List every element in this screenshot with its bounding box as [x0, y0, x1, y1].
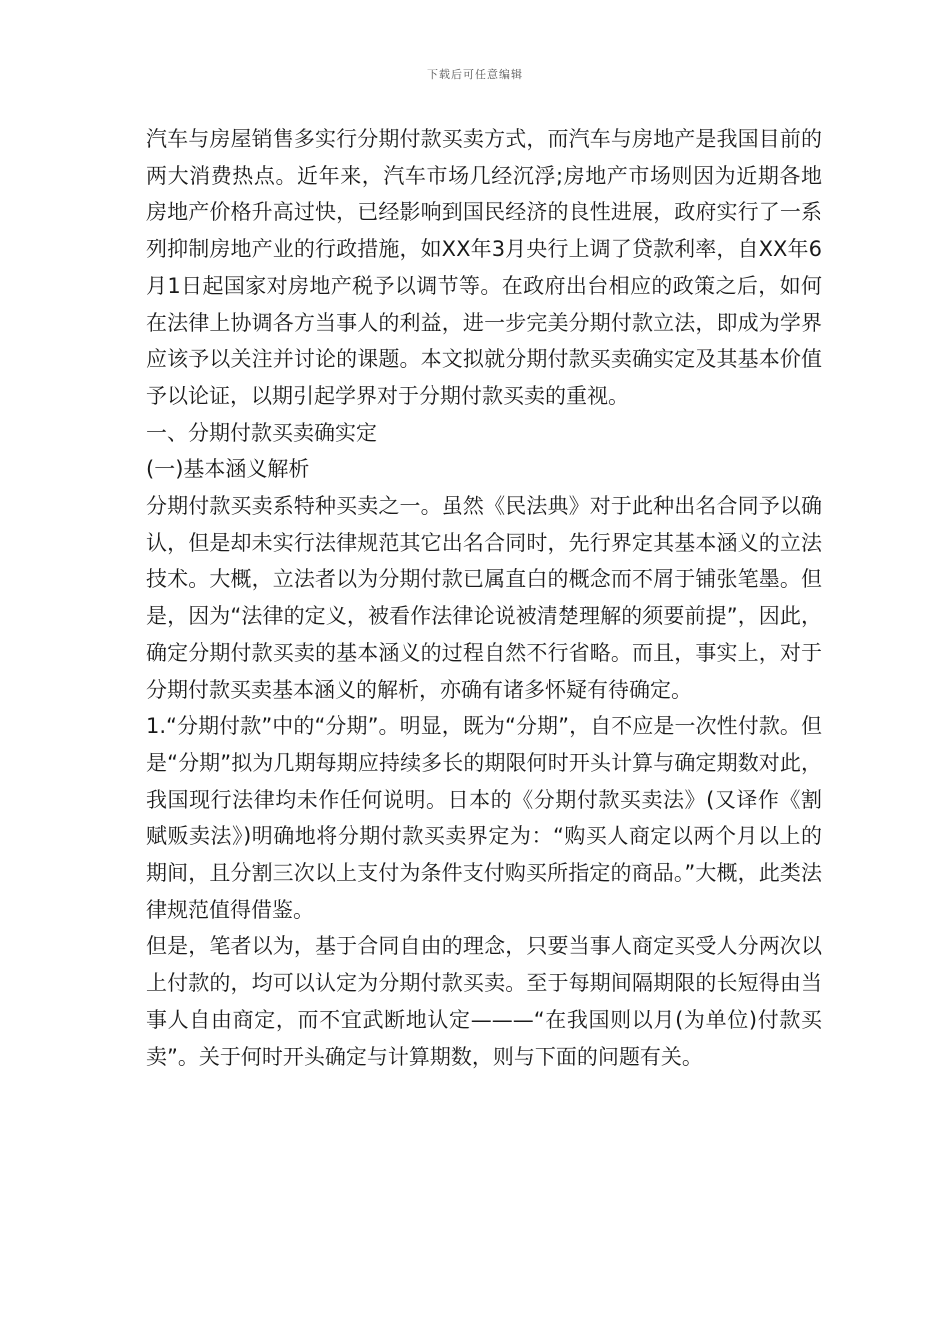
paragraph-intro: 汽车与房屋销售多实行分期付款买卖方式，而汽车与房地产是我国目前的两大消费热点。近年来，汽车市场几经沉浮;房地产市场则因为近期各地房地产价格升高过快，已经影响到国民经济的良性进展，政府实行了一系列抑制房地产业的行政措施，如XX年3月央行上调了贷款利率，自XX年6月1日起国家对房地产税予以调节等。在政府出台相应的政策之后，如何在法律上协调各方当事人的利益，进一步完美分期付款立法，即成为学界应该予以关注并讨论的课题。本文拟就分期付款买卖确实定及其基本价值予以论证，以期引起学界对于分期付款买卖的重视。: [146, 127, 822, 408]
subsection-heading: (一)基本涵义解析: [146, 457, 310, 482]
section-heading: 一、分期付款买卖确实定: [146, 420, 377, 445]
page-header: 下载后可任意编辑: [427, 68, 523, 81]
paragraph-definition: 分期付款买卖系特种买卖之一。虽然《民法典》对于此种出名合同予以确认，但是却未实行法律规范其它出名合同时，先行界定其基本涵义的立法技术。大概，立法者以为分期付款已属直白的概念而不屑于铺张笔墨。但是，因为“法律的定义，被看作法律论说被清楚理解的须要前提”，因此，确定分期付款买卖的基本涵义的过程自然不行省略。而且，事实上，对于分期付款买卖基本涵义的解析，亦确有诸多怀疑有待确定。: [146, 494, 822, 702]
paragraph-installment-periods: 1.“分期付款”中的“分期”。明显，既为“分期”，自不应是一次性付款。但是“分期”拟为几期每期应持续多长的期限何时开头计算与确定期数对此，我国现行法律均未作任何说明。日本的《分期付款买卖法》(又译作《割赋贩卖法》)明确地将分期付款买卖界定为：“购买人商定以两个月以上的期间，且分割三次以上支付为条件支付购买所指定的商品。”大概，此类法律规范值得借鉴。: [146, 714, 822, 922]
paragraph-author-view: 但是，笔者以为，基于合同自由的理念，只要当事人商定买受人分两次以上付款的，均可以认定为分期付款买卖。至于每期间隔期限的长短得由当事人自由商定，而不宜武断地认定———“在我国则以月(为单位)付款买卖”。关于何时开头确定与计算期数，则与下面的问题有关。: [146, 934, 822, 1069]
document-body: [146, 121, 822, 1075]
